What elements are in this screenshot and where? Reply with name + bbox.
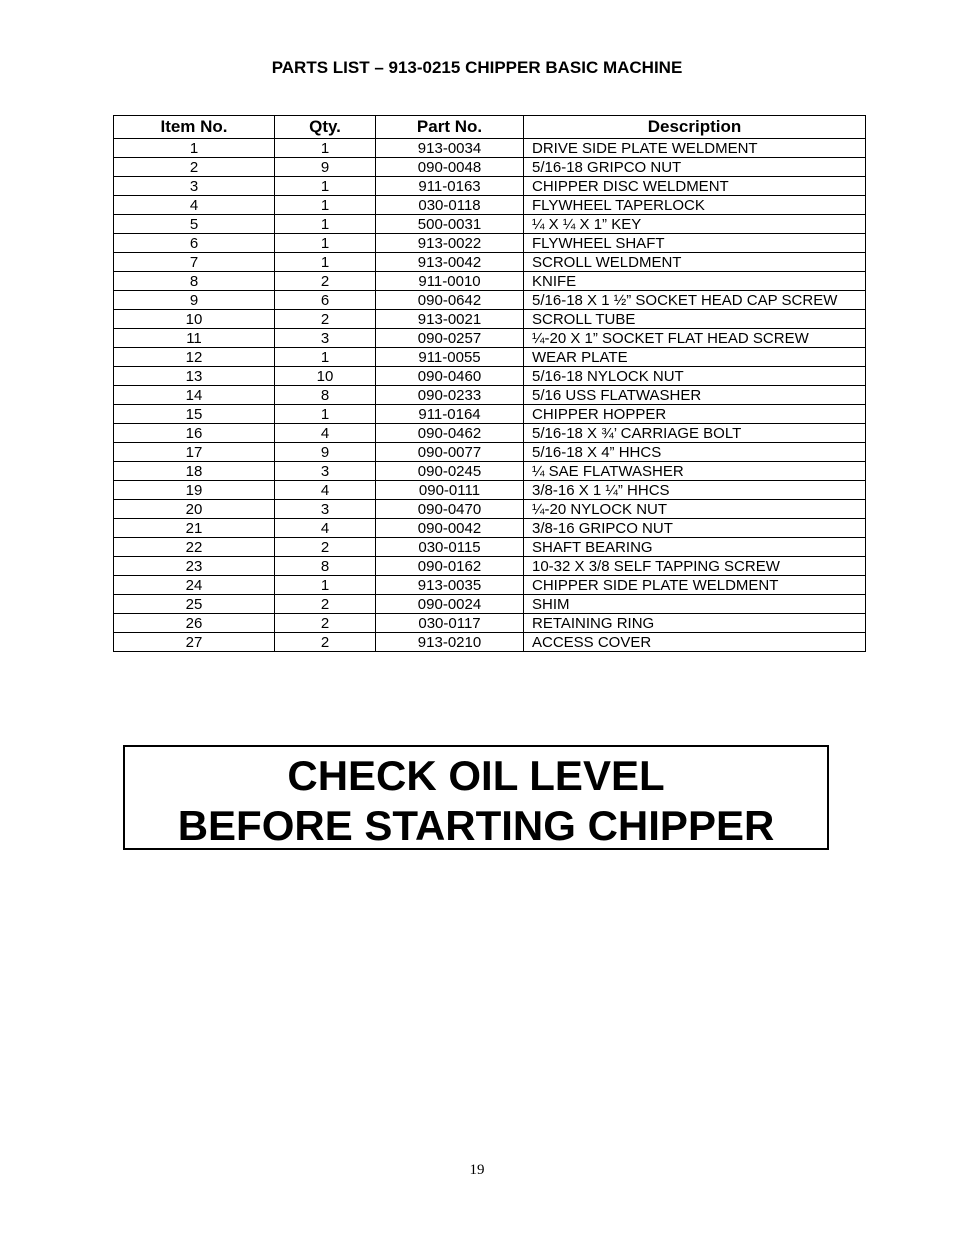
qty-cell: 8 xyxy=(275,557,376,576)
item-no-cell: 7 xyxy=(114,253,275,272)
item-no-cell: 2 xyxy=(114,158,275,177)
parts-table-body xyxy=(114,139,866,652)
qty-cell: 6 xyxy=(275,291,376,310)
warning-line-1: CHECK OIL LEVEL xyxy=(287,752,665,799)
table-row xyxy=(114,215,866,234)
description-cell: CHIPPER SIDE PLATE WELDMENT xyxy=(524,576,866,595)
description-cell: 10-32 X 3/8 SELF TAPPING SCREW xyxy=(524,557,866,576)
item-no-cell: 19 xyxy=(114,481,275,500)
description-cell: FLYWHEEL SHAFT xyxy=(524,234,866,253)
table-row xyxy=(114,234,866,253)
table-row xyxy=(114,196,866,215)
item-no-cell: 23 xyxy=(114,557,275,576)
part-no-cell: 030-0117 xyxy=(376,614,524,633)
part-no-cell: 030-0118 xyxy=(376,196,524,215)
qty-cell: 9 xyxy=(275,443,376,462)
item-no-cell: 15 xyxy=(114,405,275,424)
qty-cell: 10 xyxy=(275,367,376,386)
description-cell: 5/16-18 GRIPCO NUT xyxy=(524,158,866,177)
part-no-cell: 030-0115 xyxy=(376,538,524,557)
item-no-cell: 5 xyxy=(114,215,275,234)
item-no-cell: 20 xyxy=(114,500,275,519)
qty-cell: 1 xyxy=(275,196,376,215)
item-no-cell: 11 xyxy=(114,329,275,348)
item-no-cell: 27 xyxy=(114,633,275,652)
description-cell: ¼-20 X 1” SOCKET FLAT HEAD SCREW xyxy=(524,329,866,348)
qty-cell: 2 xyxy=(275,595,376,614)
qty-cell: 1 xyxy=(275,405,376,424)
item-no-cell: 4 xyxy=(114,196,275,215)
description-cell: RETAINING RING xyxy=(524,614,866,633)
page-number: 19 xyxy=(469,1162,485,1178)
description-cell: ¼ SAE FLATWASHER xyxy=(524,462,866,481)
part-no-cell: 500-0031 xyxy=(376,215,524,234)
part-no-cell: 090-0470 xyxy=(376,500,524,519)
part-no-cell: 090-0077 xyxy=(376,443,524,462)
table-row xyxy=(114,291,866,310)
part-no-cell: 090-0042 xyxy=(376,519,524,538)
part-no-cell: 913-0042 xyxy=(376,253,524,272)
description-cell: ACCESS COVER xyxy=(524,633,866,652)
qty-cell: 1 xyxy=(275,348,376,367)
table-row xyxy=(114,614,866,633)
item-no-cell: 3 xyxy=(114,177,275,196)
table-row xyxy=(114,310,866,329)
header-description: Description xyxy=(524,116,866,139)
qty-cell: 2 xyxy=(275,614,376,633)
item-no-cell: 18 xyxy=(114,462,275,481)
qty-cell: 3 xyxy=(275,462,376,481)
qty-cell: 3 xyxy=(275,329,376,348)
part-no-cell: 913-0034 xyxy=(376,139,524,158)
qty-cell: 4 xyxy=(275,519,376,538)
table-row xyxy=(114,348,866,367)
table-row xyxy=(114,139,866,158)
part-no-cell: 911-0010 xyxy=(376,272,524,291)
description-cell: WEAR PLATE xyxy=(524,348,866,367)
qty-cell: 8 xyxy=(275,386,376,405)
table-row xyxy=(114,538,866,557)
qty-cell: 9 xyxy=(275,158,376,177)
item-no-cell: 13 xyxy=(114,367,275,386)
description-cell: 5/16-18 X 4” HHCS xyxy=(524,443,866,462)
description-cell: ¼ X ¼ X 1” KEY xyxy=(524,215,866,234)
item-no-cell: 9 xyxy=(114,291,275,310)
table-row xyxy=(114,595,866,614)
qty-cell: 1 xyxy=(275,139,376,158)
part-no-cell: 913-0035 xyxy=(376,576,524,595)
table-row xyxy=(114,329,866,348)
item-no-cell: 16 xyxy=(114,424,275,443)
part-no-cell: 090-0024 xyxy=(376,595,524,614)
description-cell: SCROLL WELDMENT xyxy=(524,253,866,272)
table-row xyxy=(114,158,866,177)
description-cell: 5/16 USS FLATWASHER xyxy=(524,386,866,405)
table-row xyxy=(114,443,866,462)
table-row xyxy=(114,253,866,272)
part-no-cell: 911-0163 xyxy=(376,177,524,196)
table-row xyxy=(114,481,866,500)
table-row xyxy=(114,272,866,291)
part-no-cell: 911-0164 xyxy=(376,405,524,424)
qty-cell: 1 xyxy=(275,234,376,253)
table-row xyxy=(114,386,866,405)
part-no-cell: 090-0642 xyxy=(376,291,524,310)
header-part-no: Part No. xyxy=(376,116,524,139)
qty-cell: 1 xyxy=(275,215,376,234)
item-no-cell: 22 xyxy=(114,538,275,557)
item-no-cell: 6 xyxy=(114,234,275,253)
qty-cell: 2 xyxy=(275,538,376,557)
part-no-cell: 090-0233 xyxy=(376,386,524,405)
description-cell: CHIPPER DISC WELDMENT xyxy=(524,177,866,196)
table-row xyxy=(114,557,866,576)
description-cell: 5/16-18 X 1 ½” SOCKET HEAD CAP SCREW xyxy=(524,291,866,310)
item-no-cell: 21 xyxy=(114,519,275,538)
qty-cell: 2 xyxy=(275,633,376,652)
table-row xyxy=(114,576,866,595)
item-no-cell: 14 xyxy=(114,386,275,405)
item-no-cell: 10 xyxy=(114,310,275,329)
qty-cell: 2 xyxy=(275,310,376,329)
part-no-cell: 911-0055 xyxy=(376,348,524,367)
header-item-no: Item No. xyxy=(114,116,275,139)
description-cell: 3/8-16 X 1 ¼” HHCS xyxy=(524,481,866,500)
table-row xyxy=(114,405,866,424)
part-no-cell: 090-0111 xyxy=(376,481,524,500)
item-no-cell: 8 xyxy=(114,272,275,291)
page-title: PARTS LIST – 913-0215 CHIPPER BASIC MACHINE xyxy=(271,58,683,77)
part-no-cell: 090-0048 xyxy=(376,158,524,177)
part-no-cell: 090-0460 xyxy=(376,367,524,386)
item-no-cell: 12 xyxy=(114,348,275,367)
description-cell: 5/16-18 X ¾’ CARRIAGE BOLT xyxy=(524,424,866,443)
qty-cell: 4 xyxy=(275,424,376,443)
qty-cell: 4 xyxy=(275,481,376,500)
item-no-cell: 26 xyxy=(114,614,275,633)
description-cell: SHAFT BEARING xyxy=(524,538,866,557)
description-cell: FLYWHEEL TAPERLOCK xyxy=(524,196,866,215)
description-cell: 5/16-18 NYLOCK NUT xyxy=(524,367,866,386)
qty-cell: 1 xyxy=(275,253,376,272)
table-row xyxy=(114,367,866,386)
table-row xyxy=(114,519,866,538)
warning-line-2: BEFORE STARTING CHIPPER xyxy=(177,802,775,849)
description-cell: DRIVE SIDE PLATE WELDMENT xyxy=(524,139,866,158)
warning-box xyxy=(123,745,829,850)
item-no-cell: 17 xyxy=(114,443,275,462)
description-cell: ¼-20 NYLOCK NUT xyxy=(524,500,866,519)
qty-cell: 1 xyxy=(275,576,376,595)
part-no-cell: 090-0245 xyxy=(376,462,524,481)
parts-table xyxy=(113,115,866,652)
item-no-cell: 25 xyxy=(114,595,275,614)
description-cell: KNIFE xyxy=(524,272,866,291)
part-no-cell: 913-0021 xyxy=(376,310,524,329)
table-row xyxy=(114,177,866,196)
qty-cell: 2 xyxy=(275,272,376,291)
header-row xyxy=(114,116,866,139)
table-row xyxy=(114,500,866,519)
description-cell: CHIPPER HOPPER xyxy=(524,405,866,424)
description-cell: SHIM xyxy=(524,595,866,614)
item-no-cell: 24 xyxy=(114,576,275,595)
part-no-cell: 913-0022 xyxy=(376,234,524,253)
table-row xyxy=(114,462,866,481)
description-cell: SCROLL TUBE xyxy=(524,310,866,329)
item-no-cell: 1 xyxy=(114,139,275,158)
part-no-cell: 913-0210 xyxy=(376,633,524,652)
table-row xyxy=(114,424,866,443)
header-qty: Qty. xyxy=(275,116,376,139)
qty-cell: 1 xyxy=(275,177,376,196)
part-no-cell: 090-0257 xyxy=(376,329,524,348)
table-row xyxy=(114,633,866,652)
description-cell: 3/8-16 GRIPCO NUT xyxy=(524,519,866,538)
part-no-cell: 090-0462 xyxy=(376,424,524,443)
part-no-cell: 090-0162 xyxy=(376,557,524,576)
qty-cell: 3 xyxy=(275,500,376,519)
